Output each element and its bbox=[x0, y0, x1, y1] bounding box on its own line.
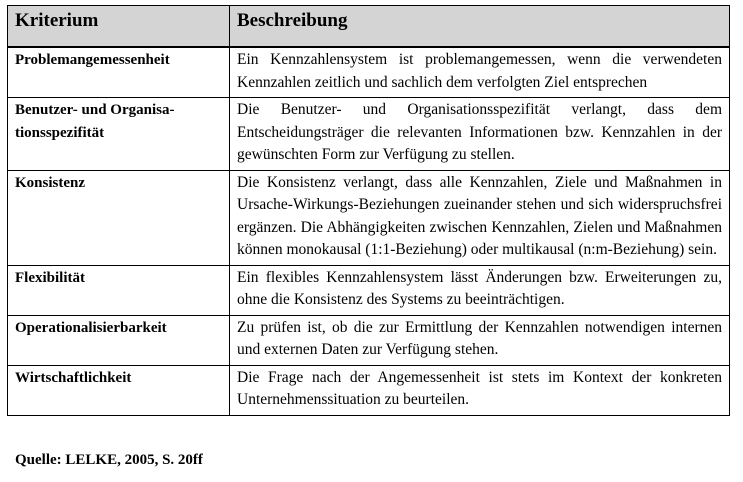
description-cell: Ein Kennzahlensystem ist problemangemessen, wenn die verwendeten Kennzahlen zeitlich und sachlich dem verfolgten Ziel entsprechen bbox=[230, 47, 730, 98]
criterion-cell: Konsistenz bbox=[8, 170, 230, 265]
table-row bbox=[8, 265, 730, 315]
table-row bbox=[8, 365, 730, 415]
description-cell: Die Konsistenz verlangt, dass alle Kennzahlen, Ziele und Maßnahmen in Ursache-Wirkungs-Beziehungen zueinander stehen und sich widerspruchsfrei ergänzen. Die Abhängigkeiten zwischen Kennzahlen, Zielen und Maßnahmen können monokausal (1:1-Beziehung) oder multikausal (n:m-Beziehung) sein. bbox=[230, 170, 730, 265]
table-row bbox=[8, 98, 730, 171]
criterion-cell: Benutzer- und Organisationsspezifität bbox=[8, 98, 230, 171]
description-cell: Die Frage nach der Angemessenheit ist stets im Kontext der konkreten Unternehmenssituation zu beurteilen. bbox=[230, 365, 730, 415]
description-cell: Ein flexibles Kennzahlensystem lässt Änderungen bzw. Erweiterungen zu, ohne die Konsistenz des Systems zu beeinträchtigen. bbox=[230, 265, 730, 315]
table-header-row bbox=[8, 6, 730, 48]
header-description: Beschreibung bbox=[230, 6, 730, 48]
criteria-table bbox=[7, 5, 730, 416]
criterion-cell: Problemangemessenheit bbox=[8, 47, 230, 98]
table-row bbox=[8, 315, 730, 365]
source-citation: Quelle: LELKE, 2005, S. 20ff bbox=[15, 452, 203, 468]
table-row bbox=[8, 47, 730, 98]
table-row bbox=[8, 170, 730, 265]
criterion-cell: Flexibilität bbox=[8, 265, 230, 315]
criterion-cell: Wirtschaftlichkeit bbox=[8, 365, 230, 415]
criterion-cell: Operationalisierbarkeit bbox=[8, 315, 230, 365]
description-cell: Die Benutzer- und Organisationsspezifität verlangt, dass dem Entscheidungsträger die relevanten Informationen bzw. Kennzahlen in der gewünschten Form zur Verfügung zu stellen. bbox=[230, 98, 730, 171]
description-cell: Zu prüfen ist, ob die zur Ermittlung der Kennzahlen notwendigen internen und externen Daten zur Verfügung stehen. bbox=[230, 315, 730, 365]
header-criterion: Kriterium bbox=[8, 6, 230, 48]
